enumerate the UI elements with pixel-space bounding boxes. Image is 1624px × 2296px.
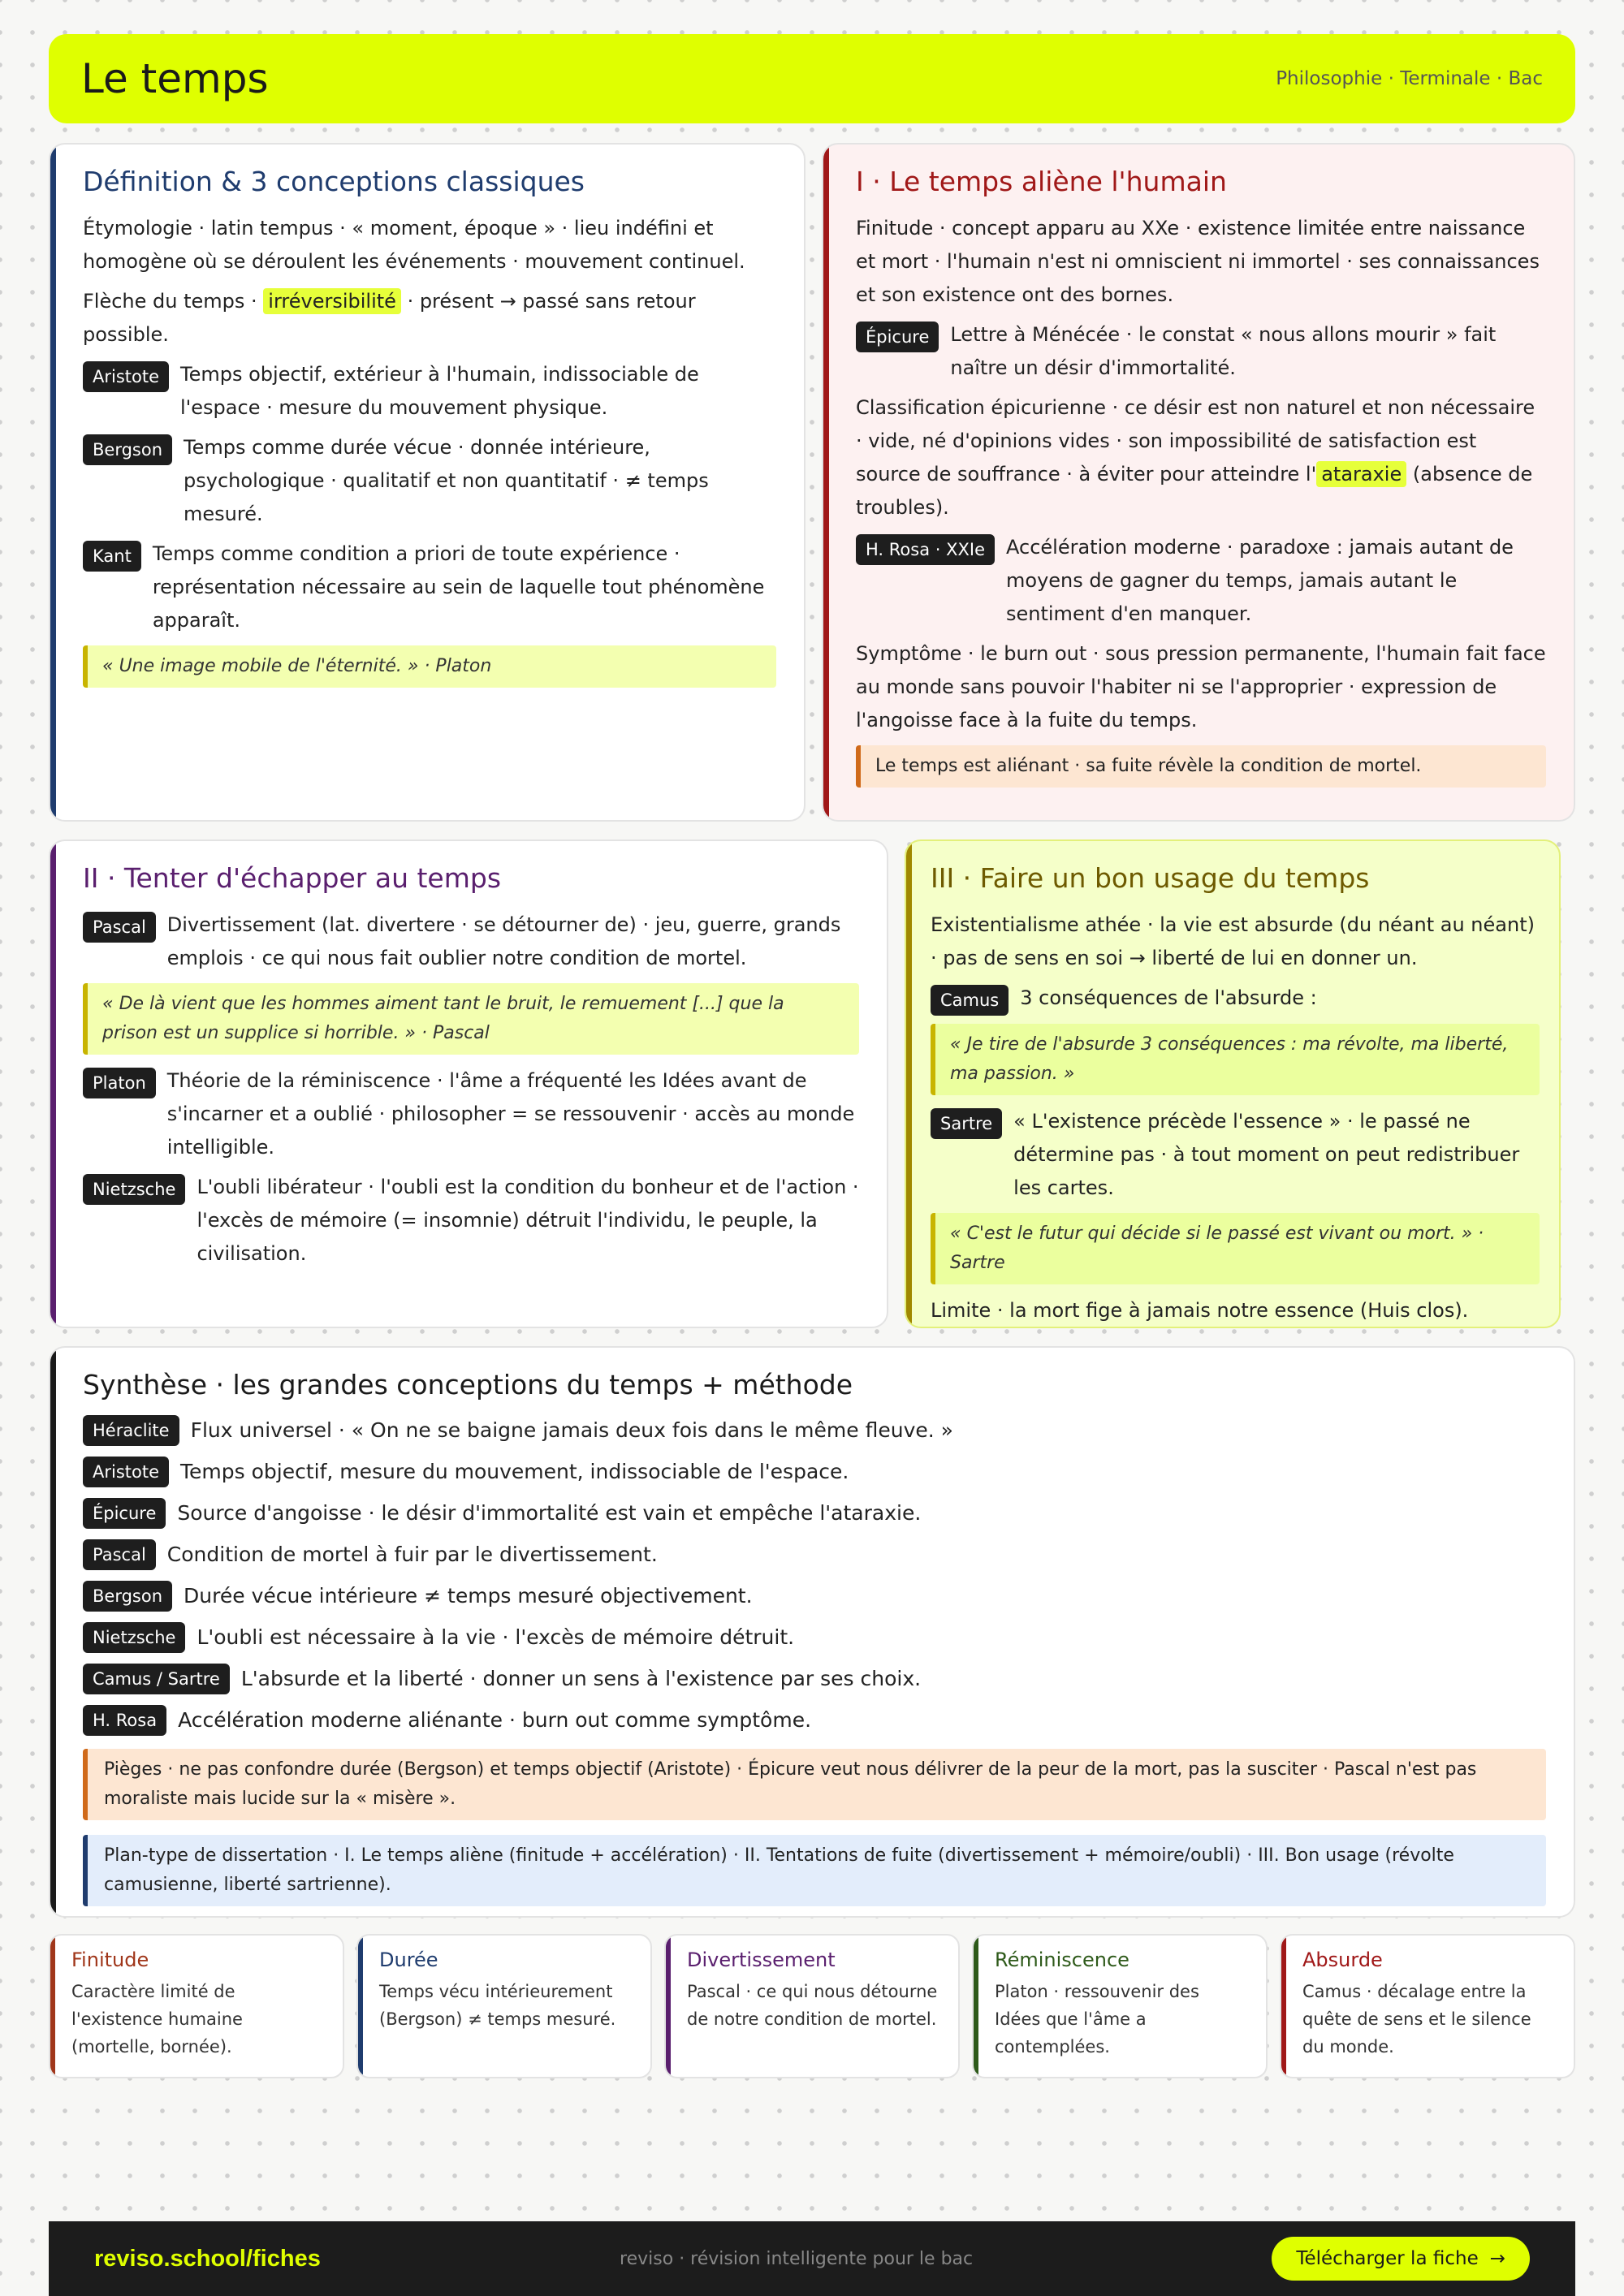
author-text: Temps comme condition a priori de toute expérience · représentation nécessaire au sein de laquelle tout phénomène apparaît. <box>152 542 765 632</box>
vocab-title: Divertissement <box>687 1949 836 1971</box>
author-text: « L'existence précède l'essence » · le passé ne détermine pas · à tout moment on peut redistribuer les cartes. <box>1013 1110 1520 1199</box>
section-3-card <box>905 839 1561 1328</box>
author-text: Temps comme durée vécue · donnée intérieure, psychologique · qualitatif et non quantitatif · ≠ temps mesuré. <box>184 436 709 525</box>
vocab-text: Platon · ressouvenir des Idées que l'âme a contemplées. <box>995 1982 1199 2056</box>
author-row-rosa <box>856 531 1546 631</box>
section-2-card <box>49 839 888 1328</box>
vocab-card-duree <box>356 1934 652 2078</box>
vocab-title: Absurde <box>1302 1949 1383 1971</box>
synthese-title: Synthèse · les grandes conceptions du temps + méthode <box>83 1369 853 1400</box>
limite-text: Limite · la mort fige à jamais notre essence (Huis clos). <box>931 1299 1469 1322</box>
platon-quote: « Une image mobile de l'éternité. » · Platon <box>83 645 776 688</box>
etymologie-text: Étymologie · latin tempus · « moment, époque » · lieu indéfini et homogène où se déroulent les événements · mouvement continuel. <box>83 217 745 273</box>
synthese-text: Durée vécue intérieure ≠ temps mesuré objectivement. <box>184 1584 753 1608</box>
vocab-text: Camus · décalage entre la quête de sens et le silence du monde. <box>1302 1982 1531 2056</box>
irreversibilite-highlight: irréversibilité <box>263 288 401 314</box>
author-text: Divertissement (lat. divertere · se détourner de) · jeu, guerre, grands emplois · ce qui nous fait oublier notre condition de mortel. <box>166 913 841 969</box>
author-row-camus <box>931 982 1540 1016</box>
pieges-box: Pièges · ne pas confondre durée (Bergson) et temps objectif (Aristote) · Épicure veut nous délivrer de la peur de la mort, pas la susciter · Pascal n'est pas moraliste mais lucide sur la « misère ». <box>83 1749 1546 1820</box>
brand-link[interactable]: reviso.school/fiches <box>94 2245 321 2272</box>
author-row-nietzsche <box>83 1171 859 1271</box>
synthese-row <box>83 1705 1546 1736</box>
author-tag: Camus / Sartre <box>83 1664 230 1694</box>
synthese-row <box>83 1539 1546 1570</box>
author-tag: Platon <box>83 1068 156 1098</box>
section-2-title: II · Tenter d'échapper au temps <box>83 862 502 894</box>
author-row-pascal <box>83 908 859 975</box>
download-label: Télécharger la fiche <box>1296 2248 1479 2269</box>
synthese-text: Source d'angoisse · le désir d'immortalité est vain et empêche l'ataraxie. <box>177 1501 922 1525</box>
camus-quote: « Je tire de l'absurde 3 conséquences : ma révolte, ma liberté, ma passion. » <box>931 1024 1540 1095</box>
download-button[interactable] <box>1272 2237 1530 2281</box>
pascal-quote: « De là vient que les hommes aiment tant le bruit, le remuement [...] que la prison est un supplice si horrible. » · Pascal <box>83 983 859 1055</box>
synthese-row <box>83 1664 1546 1694</box>
author-tag: Épicure <box>83 1498 166 1529</box>
author-tag: Nietzsche <box>83 1174 185 1205</box>
classif-post: (absence de troubles). <box>856 463 1533 519</box>
author-row-sartre <box>931 1105 1540 1205</box>
synthese-text: L'oubli est nécessaire à la vie · l'excès de mémoire détruit. <box>197 1625 795 1649</box>
vocab-card-finitude <box>49 1934 344 2078</box>
author-tag: H. Rosa <box>83 1705 166 1736</box>
synthese-text: L'absurde et la liberté · donner un sens à l'existence par ses choix. <box>240 1667 922 1690</box>
vocab-title: Réminiscence <box>995 1949 1129 1971</box>
author-text: Théorie de la réminiscence · l'âme a fréquenté les Idées avant de s'incarner et a oublié · philosopher = se ressouvenir · accès au monde intelligible. <box>166 1069 855 1159</box>
vocab-card-reminiscence <box>972 1934 1268 2078</box>
author-text: L'oubli libérateur · l'oubli est la condition du bonheur et de l'action · l'excès de mémoire (= insomnie) détruit l'individu, le peuple, la civilisation. <box>197 1176 859 1265</box>
vocab-title: Finitude <box>71 1949 149 1971</box>
author-tag: Kant <box>83 541 141 572</box>
synthese-text: Temps objectif, mesure du mouvement, indissociable de l'espace. <box>180 1460 849 1483</box>
author-tag: Pascal <box>83 1539 156 1570</box>
finitude-text: Finitude · concept apparu au XXe · existence limitée entre naissance et mort · l'humain n'est ni omniscient ni immortel · ses connaissances et son existence ont des bornes. <box>856 217 1540 306</box>
author-tag: Aristote <box>83 361 169 392</box>
synthese-text: Accélération moderne aliénante · burn out comme symptôme. <box>178 1708 812 1732</box>
definition-title: Définition & 3 conceptions classiques <box>83 166 585 197</box>
synthese-row <box>83 1581 1546 1612</box>
vocab-card-divertissement <box>664 1934 960 2078</box>
section-1-conclusion: Le temps est aliénant · sa fuite révèle la condition de mortel. <box>856 745 1546 788</box>
author-text: Lettre à Ménécée · le constat « nous allons mourir » fait naître un désir d'immortalité. <box>950 323 1497 379</box>
author-row-aristote <box>83 358 776 425</box>
synthese-row <box>83 1457 1546 1487</box>
author-tag: H. Rosa · XXIe <box>856 534 995 565</box>
author-tag: Nietzsche <box>83 1622 185 1653</box>
author-row-epicure <box>856 318 1546 385</box>
symptome-text: Symptôme · le burn out · sous pression permanente, l'humain fait face au monde sans pouvoir l'habiter ni se l'approprier · expression de l'angoisse face à la fuite du temps. <box>856 642 1546 732</box>
author-text: Temps objectif, extérieur à l'humain, indissociable de l'espace · mesure du mouvement physique. <box>180 363 699 419</box>
author-tag: Bergson <box>83 1581 172 1612</box>
page-header <box>49 34 1575 123</box>
footer <box>49 2221 1575 2296</box>
section-3-title: III · Faire un bon usage du temps <box>931 862 1370 894</box>
author-tag: Aristote <box>83 1457 169 1487</box>
author-tag: Épicure <box>856 322 939 352</box>
vocab-card-absurde <box>1280 1934 1575 2078</box>
fleche-pre: Flèche du temps · <box>83 290 264 313</box>
classification-text <box>856 391 1546 524</box>
author-tag: Camus <box>931 985 1009 1016</box>
section-1-card <box>822 143 1575 822</box>
section-1-title: I · Le temps aliène l'humain <box>856 166 1227 197</box>
fleche-text <box>83 285 776 352</box>
synthese-row <box>83 1498 1546 1529</box>
synthese-text: Flux universel · « On ne se baigne jamais deux fois dans le même fleuve. » <box>190 1418 953 1442</box>
breadcrumb: Philosophie · Terminale · Bac <box>1276 68 1543 89</box>
author-text: 3 conséquences de l'absurde : <box>1020 986 1317 1009</box>
author-tag: Sartre <box>931 1108 1002 1139</box>
arrow-right-icon: → <box>1489 2248 1505 2269</box>
vocab-text: Caractère limité de l'existence humaine (mortelle, bornée). <box>71 1982 243 2056</box>
fleche-post: · présent → passé sans retour possible. <box>83 290 696 346</box>
vocab-text: Temps vécu intérieurement (Bergson) ≠ temps mesuré. <box>379 1982 616 2029</box>
existentialisme-text: Existentialisme athée · la vie est absurde (du néant au néant) · pas de sens en soi → liberté de lui en donner un. <box>931 913 1535 969</box>
footer-tagline: reviso · révision intelligente pour le bac <box>620 2248 974 2269</box>
synthese-row <box>83 1622 1546 1653</box>
author-row-platon <box>83 1064 859 1164</box>
author-tag: Bergson <box>83 434 172 465</box>
vocab-text: Pascal · ce qui nous détourne de notre condition de mortel. <box>687 1982 938 2029</box>
synthese-text: Condition de mortel à fuir par le divertissement. <box>166 1543 658 1566</box>
author-tag: Pascal <box>83 912 156 943</box>
synthese-row <box>83 1415 1546 1446</box>
ataraxie-highlight: ataraxie <box>1316 461 1406 487</box>
plan-box: Plan-type de dissertation · I. Le temps aliène (finitude + accélération) · II. Tentations de fuite (divertissement + mémoire/oubli) · III. Bon usage (révolte camusienne, liberté sartrienne). <box>83 1835 1546 1906</box>
vocab-title: Durée <box>379 1949 438 1971</box>
sartre-quote: « C'est le futur qui décide si le passé est vivant ou mort. » · Sartre <box>931 1213 1540 1284</box>
author-text: Accélération moderne · paradoxe : jamais autant de moyens de gagner du temps, jamais autant le sentiment d'en manquer. <box>1006 536 1514 625</box>
author-row-kant <box>83 537 776 637</box>
page-title: Le temps <box>81 55 269 102</box>
author-row-bergson <box>83 431 776 531</box>
classif-pre: Classification épicurienne · ce désir est non naturel et non nécessaire · vide, né d'opinions vides · son impossibilité de satisfaction est source de souffrance · à éviter pour atteindre l' <box>856 396 1535 486</box>
synthese-card <box>49 1346 1575 1918</box>
definition-card <box>49 143 806 822</box>
author-tag: Héraclite <box>83 1415 179 1446</box>
